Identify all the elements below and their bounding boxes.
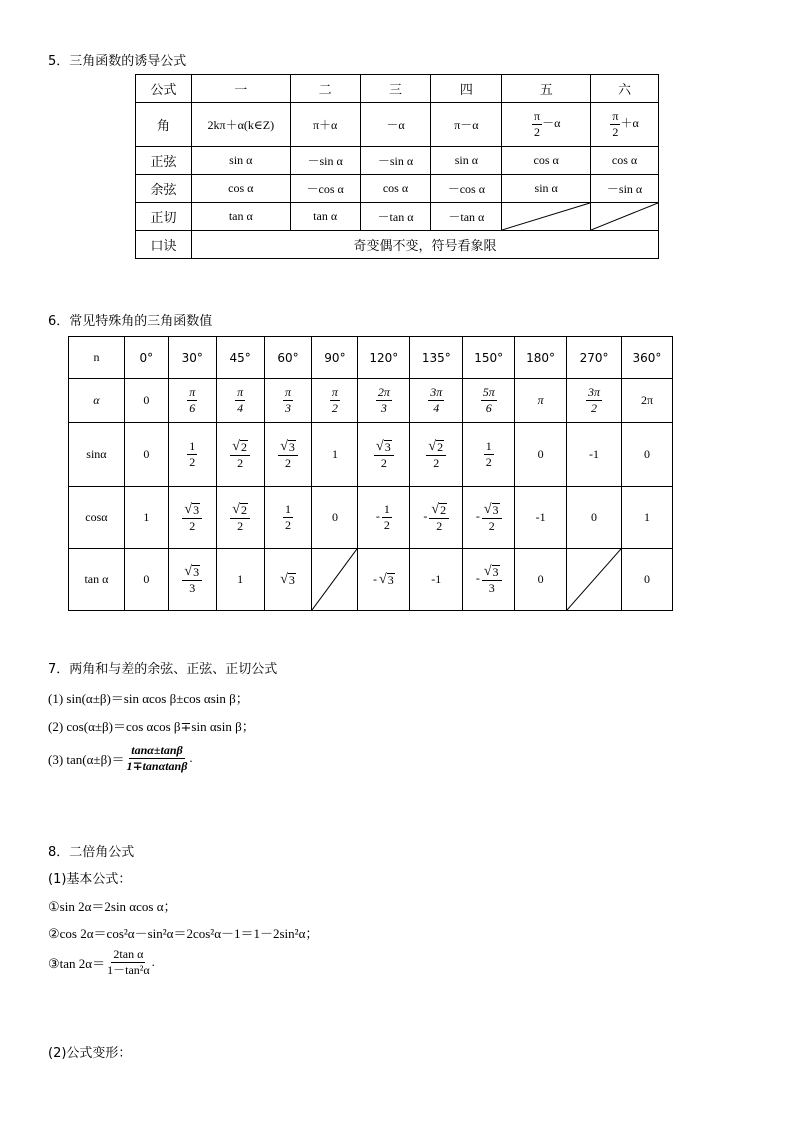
table-cell: 0: [567, 487, 622, 549]
table-row: [69, 379, 673, 423]
subheading: (1)基本公式：: [48, 872, 132, 887]
table-cell: 0: [124, 549, 168, 611]
mnemonic-text: 奇变偶不变，符号看象限: [191, 231, 658, 259]
fraction: $\frac{\pi}{2}$: [612, 109, 619, 139]
formula-line: ③tan 2α＝ $\frac{\text{2tan α}}{\text{1－tan²α}}$ .: [48, 947, 155, 977]
special-angle-table: [68, 336, 673, 611]
table-cell: $\frac{\pi}{2}$: [312, 379, 358, 423]
header-cell: 三: [360, 75, 431, 103]
formula-line: (3) tan(α±β)＝ $\frac{\tan\alpha\pm\tan\beta}{1\mp\tan\alpha\tan\beta}$ .: [48, 743, 193, 773]
table-cell: π－α: [431, 103, 502, 147]
table-cell: －cos α: [431, 175, 502, 203]
table-cell: √ 3: [264, 549, 312, 611]
degree-cell: 135°: [410, 337, 463, 379]
induction-formula-table: [135, 74, 659, 259]
section5-heading: 5．三角函数的诱导公式: [48, 54, 187, 69]
degree-cell: 45°: [216, 337, 264, 379]
table-cell: 1: [621, 487, 672, 549]
table-row: [136, 175, 659, 203]
subheading: (2)公式变形：: [48, 1046, 132, 1061]
header-cell: 公式: [136, 75, 192, 103]
row-label: 余弦: [136, 175, 192, 203]
table-cell: cos α: [191, 175, 290, 203]
formula-line: (1) sin(α±β)＝sin αcos β±cos αsin β；: [48, 691, 249, 706]
table-cell: 0: [124, 379, 168, 423]
formula-line: ②cos 2α＝cos²α－sin²α＝2cos²α－1＝1－2sin²α；: [48, 926, 319, 941]
table-cell: - √ 2 2: [410, 487, 463, 549]
fraction: $\frac{\pi}{2}$: [534, 109, 541, 139]
table-cell: √ 3 2: [358, 423, 410, 487]
table-cell: √ 2 2: [216, 487, 264, 549]
section7-heading: 7．两角和与差的余弦、正弦、正切公式: [48, 662, 278, 677]
table-row: [69, 337, 673, 379]
degree-cell: 150°: [463, 337, 515, 379]
empty-diagonal-cell: [591, 203, 659, 231]
degree-cell: 180°: [515, 337, 567, 379]
row-label: α: [69, 379, 125, 423]
formula-line: (2) cos(α±β)＝cos αcos β∓sin αsin β；: [48, 719, 255, 734]
table-cell: sin α: [431, 147, 502, 175]
table-cell: √ 3 2: [168, 487, 216, 549]
row-label: n: [69, 337, 125, 379]
table-cell: cos α: [591, 147, 659, 175]
header-cell: 四: [431, 75, 502, 103]
row-label: 正切: [136, 203, 192, 231]
table-cell: －sin α: [591, 175, 659, 203]
table-cell: $\frac{\pi}{6}$: [168, 379, 216, 423]
table-cell: π: [515, 379, 567, 423]
table-cell: sin α: [502, 175, 591, 203]
table-cell: $\frac{1}{2}$: [168, 423, 216, 487]
table-cell: √ 2 2: [410, 423, 463, 487]
table-cell: －cos α: [290, 175, 360, 203]
fraction: $\frac{\text{2tan α}}{\text{1－tan²α}}$: [107, 947, 150, 977]
table-cell: - √ 3 3: [463, 549, 515, 611]
row-label: 正弦: [136, 147, 192, 175]
degree-cell: 30°: [168, 337, 216, 379]
table-row: [136, 231, 659, 259]
degree-cell: 0°: [124, 337, 168, 379]
table-cell: cos α: [502, 147, 591, 175]
row-label: 口诀: [136, 231, 192, 259]
table-cell: $\frac{\pi}{2}$ －α: [502, 103, 591, 147]
table-row: [136, 147, 659, 175]
table-row: [136, 203, 659, 231]
table-row: [136, 103, 659, 147]
degree-cell: 270°: [567, 337, 622, 379]
table-cell: 0: [312, 487, 358, 549]
table-cell: -1: [410, 549, 463, 611]
table-row: [69, 423, 673, 487]
table-cell: 1: [124, 487, 168, 549]
row-label: sinα: [69, 423, 125, 487]
header-cell: 六: [591, 75, 659, 103]
table-cell: 0: [515, 423, 567, 487]
degree-cell: 120°: [358, 337, 410, 379]
table-row: [69, 487, 673, 549]
table-cell: －tan α: [360, 203, 431, 231]
table-cell: $\frac{5\pi}{6}$: [463, 379, 515, 423]
table-cell: √ 3 2: [264, 423, 312, 487]
section6-heading: 6．常见特殊角的三角函数值: [48, 314, 213, 329]
table-cell: 1: [312, 423, 358, 487]
row-label: tan α: [69, 549, 125, 611]
fraction: $\frac{\tan\alpha\pm\tan\beta}{1\mp\tan\alpha\tan\beta}$: [126, 743, 188, 773]
table-cell: 1: [216, 549, 264, 611]
table-cell: $\frac{3\pi}{4}$: [410, 379, 463, 423]
degree-cell: 60°: [264, 337, 312, 379]
header-cell: 五: [502, 75, 591, 103]
table-cell: 0: [621, 423, 672, 487]
table-cell: π＋α: [290, 103, 360, 147]
table-cell: -1: [567, 423, 622, 487]
table-cell: 2kπ＋α(k∈Z): [191, 103, 290, 147]
table-cell: $\frac{\pi}{4}$: [216, 379, 264, 423]
table-cell: －tan α: [431, 203, 502, 231]
table-cell: - √ 3: [358, 549, 410, 611]
table-cell: $\frac{\pi}{3}$: [264, 379, 312, 423]
empty-diagonal-cell: [312, 549, 358, 611]
table-cell: $\frac{\pi}{2}$ ＋α: [591, 103, 659, 147]
table-cell: $\frac{1}{2}$: [264, 487, 312, 549]
table-cell: －α: [360, 103, 431, 147]
empty-diagonal-cell: [567, 549, 622, 611]
table-cell: -1: [515, 487, 567, 549]
degree-cell: 90°: [312, 337, 358, 379]
table-cell: sin α: [191, 147, 290, 175]
table-row: [69, 549, 673, 611]
row-label: cosα: [69, 487, 125, 549]
table-cell: $\frac{1}{2}$: [463, 423, 515, 487]
section8-heading: 8．二倍角公式: [48, 845, 135, 860]
degree-cell: 360°: [621, 337, 672, 379]
table-cell: cos α: [360, 175, 431, 203]
table-cell: 2π: [621, 379, 672, 423]
table-cell: $\frac{2\pi}{3}$: [358, 379, 410, 423]
table-cell: －sin α: [360, 147, 431, 175]
table-cell: - $\frac{1}{2}$: [358, 487, 410, 549]
table-cell: －sin α: [290, 147, 360, 175]
table-cell: tan α: [290, 203, 360, 231]
table-cell: $\frac{3\pi}{2}$: [567, 379, 622, 423]
formula-line: ①sin 2α＝2sin αcos α；: [48, 899, 177, 914]
table-cell: 0: [621, 549, 672, 611]
table-cell: tan α: [191, 203, 290, 231]
row-label: 角: [136, 103, 192, 147]
table-cell: 0: [124, 423, 168, 487]
header-cell: 一: [191, 75, 290, 103]
table-cell: - √ 3 2: [463, 487, 515, 549]
empty-diagonal-cell: [502, 203, 591, 231]
table-row: [136, 75, 659, 103]
header-cell: 二: [290, 75, 360, 103]
table-cell: √ 2 2: [216, 423, 264, 487]
table-cell: 0: [515, 549, 567, 611]
table-cell: √ 3 3: [168, 549, 216, 611]
